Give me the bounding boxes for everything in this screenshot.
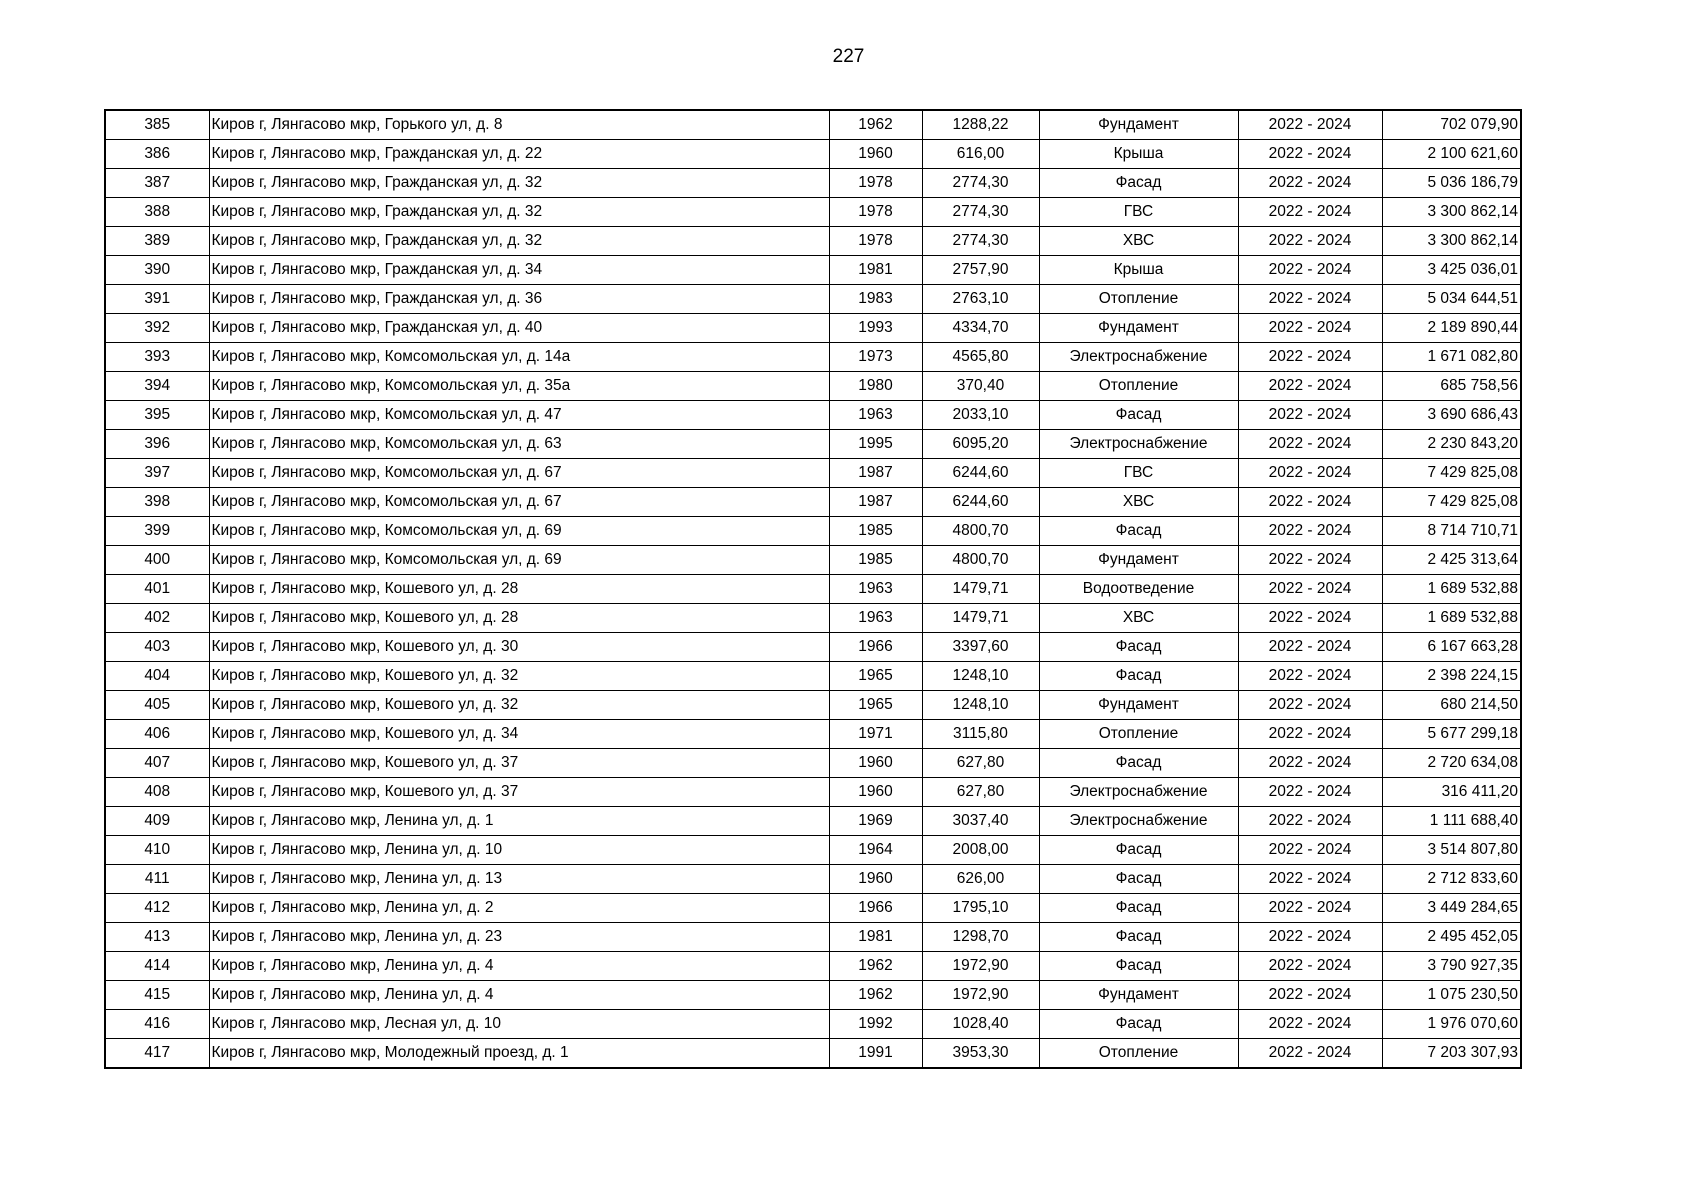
work-type-cell: Фасад: [1039, 1010, 1238, 1039]
table-row: [105, 575, 1521, 604]
row-number-cell: 393: [105, 343, 209, 372]
period-cell: 2022 - 2024: [1238, 546, 1382, 575]
address-cell: Киров г, Лянгасово мкр, Гражданская ул, д. 40: [209, 314, 829, 343]
area-cell: 3037,40: [922, 807, 1039, 836]
area-cell: 1028,40: [922, 1010, 1039, 1039]
cost-cell: 3 300 862,14: [1382, 227, 1521, 256]
table-row: [105, 314, 1521, 343]
address-cell: Киров г, Лянгасово мкр, Комсомольская ул, д. 14а: [209, 343, 829, 372]
year-built-cell: 1983: [829, 285, 922, 314]
area-cell: 2033,10: [922, 401, 1039, 430]
row-number-cell: 405: [105, 691, 209, 720]
area-cell: 627,80: [922, 778, 1039, 807]
period-cell: 2022 - 2024: [1238, 778, 1382, 807]
area-cell: 3397,60: [922, 633, 1039, 662]
period-cell: 2022 - 2024: [1238, 343, 1382, 372]
row-number-cell: 398: [105, 488, 209, 517]
address-cell: Киров г, Лянгасово мкр, Комсомольская ул, д. 69: [209, 517, 829, 546]
work-type-cell: ХВС: [1039, 488, 1238, 517]
cost-cell: 680 214,50: [1382, 691, 1521, 720]
year-built-cell: 1963: [829, 401, 922, 430]
year-built-cell: 1987: [829, 459, 922, 488]
work-type-cell: Отопление: [1039, 285, 1238, 314]
period-cell: 2022 - 2024: [1238, 517, 1382, 546]
table-row: [105, 198, 1521, 227]
address-cell: Киров г, Лянгасово мкр, Кошевого ул, д. 37: [209, 778, 829, 807]
address-cell: Киров г, Лянгасово мкр, Ленина ул, д. 13: [209, 865, 829, 894]
row-number-cell: 388: [105, 198, 209, 227]
year-built-cell: 1971: [829, 720, 922, 749]
table-row: [105, 227, 1521, 256]
table-row: [105, 662, 1521, 691]
row-number-cell: 397: [105, 459, 209, 488]
area-cell: 1479,71: [922, 604, 1039, 633]
address-cell: Киров г, Лянгасово мкр, Кошевого ул, д. 28: [209, 604, 829, 633]
year-built-cell: 1991: [829, 1039, 922, 1069]
cost-cell: 3 425 036,01: [1382, 256, 1521, 285]
work-type-cell: Фасад: [1039, 894, 1238, 923]
row-number-cell: 412: [105, 894, 209, 923]
row-number-cell: 410: [105, 836, 209, 865]
period-cell: 2022 - 2024: [1238, 923, 1382, 952]
cost-cell: 3 790 927,35: [1382, 952, 1521, 981]
period-cell: 2022 - 2024: [1238, 459, 1382, 488]
cost-cell: 685 758,56: [1382, 372, 1521, 401]
work-type-cell: Фундамент: [1039, 546, 1238, 575]
period-cell: 2022 - 2024: [1238, 110, 1382, 140]
period-cell: 2022 - 2024: [1238, 1039, 1382, 1069]
work-type-cell: Электроснабжение: [1039, 430, 1238, 459]
work-type-cell: Фасад: [1039, 169, 1238, 198]
row-number-cell: 401: [105, 575, 209, 604]
row-number-cell: 390: [105, 256, 209, 285]
table-row: [105, 981, 1521, 1010]
row-number-cell: 404: [105, 662, 209, 691]
address-cell: Киров г, Лянгасово мкр, Гражданская ул, д. 34: [209, 256, 829, 285]
address-cell: Киров г, Лянгасово мкр, Ленина ул, д. 4: [209, 981, 829, 1010]
table-row: [105, 633, 1521, 662]
row-number-cell: 416: [105, 1010, 209, 1039]
cost-cell: 3 514 807,80: [1382, 836, 1521, 865]
work-type-cell: Отопление: [1039, 1039, 1238, 1069]
cost-cell: 1 689 532,88: [1382, 604, 1521, 633]
cost-cell: 5 677 299,18: [1382, 720, 1521, 749]
area-cell: 626,00: [922, 865, 1039, 894]
area-cell: 1479,71: [922, 575, 1039, 604]
area-cell: 1288,22: [922, 110, 1039, 140]
address-cell: Киров г, Лянгасово мкр, Ленина ул, д. 23: [209, 923, 829, 952]
address-cell: Киров г, Лянгасово мкр, Кошевого ул, д. 30: [209, 633, 829, 662]
area-cell: 1972,90: [922, 981, 1039, 1010]
period-cell: 2022 - 2024: [1238, 372, 1382, 401]
work-type-cell: Электроснабжение: [1039, 778, 1238, 807]
row-number-cell: 407: [105, 749, 209, 778]
row-number-cell: 411: [105, 865, 209, 894]
period-cell: 2022 - 2024: [1238, 227, 1382, 256]
cost-cell: 2 425 313,64: [1382, 546, 1521, 575]
row-number-cell: 392: [105, 314, 209, 343]
cost-cell: 702 079,90: [1382, 110, 1521, 140]
address-cell: Киров г, Лянгасово мкр, Комсомольская ул, д. 47: [209, 401, 829, 430]
cost-cell: 316 411,20: [1382, 778, 1521, 807]
period-cell: 2022 - 2024: [1238, 691, 1382, 720]
area-cell: 6095,20: [922, 430, 1039, 459]
cost-cell: 2 100 621,60: [1382, 140, 1521, 169]
table-row: [105, 749, 1521, 778]
address-cell: Киров г, Лянгасово мкр, Гражданская ул, д. 32: [209, 227, 829, 256]
row-number-cell: 414: [105, 952, 209, 981]
work-type-cell: Фасад: [1039, 865, 1238, 894]
address-cell: Киров г, Лянгасово мкр, Гражданская ул, д. 36: [209, 285, 829, 314]
year-built-cell: 1965: [829, 691, 922, 720]
row-number-cell: 415: [105, 981, 209, 1010]
cost-cell: 7 203 307,93: [1382, 1039, 1521, 1069]
area-cell: 4800,70: [922, 517, 1039, 546]
row-number-cell: 408: [105, 778, 209, 807]
year-built-cell: 1995: [829, 430, 922, 459]
period-cell: 2022 - 2024: [1238, 256, 1382, 285]
area-cell: 4800,70: [922, 546, 1039, 575]
work-type-cell: Фундамент: [1039, 981, 1238, 1010]
row-number-cell: 387: [105, 169, 209, 198]
area-cell: 2757,90: [922, 256, 1039, 285]
cost-cell: 6 167 663,28: [1382, 633, 1521, 662]
cost-cell: 2 189 890,44: [1382, 314, 1521, 343]
row-number-cell: 391: [105, 285, 209, 314]
work-type-cell: Водоотведение: [1039, 575, 1238, 604]
table-row: [105, 807, 1521, 836]
period-cell: 2022 - 2024: [1238, 952, 1382, 981]
area-cell: 6244,60: [922, 488, 1039, 517]
address-cell: Киров г, Лянгасово мкр, Гражданская ул, д. 22: [209, 140, 829, 169]
work-type-cell: Фундамент: [1039, 110, 1238, 140]
work-type-cell: Фасад: [1039, 662, 1238, 691]
year-built-cell: 1993: [829, 314, 922, 343]
address-cell: Киров г, Лянгасово мкр, Кошевого ул, д. 34: [209, 720, 829, 749]
year-built-cell: 1962: [829, 110, 922, 140]
work-type-cell: Фасад: [1039, 517, 1238, 546]
year-built-cell: 1981: [829, 923, 922, 952]
work-type-cell: Электроснабжение: [1039, 807, 1238, 836]
area-cell: 3115,80: [922, 720, 1039, 749]
year-built-cell: 1966: [829, 894, 922, 923]
year-built-cell: 1992: [829, 1010, 922, 1039]
table-row: [105, 401, 1521, 430]
work-type-cell: Фасад: [1039, 836, 1238, 865]
table-row: [105, 836, 1521, 865]
table-row: [105, 604, 1521, 633]
year-built-cell: 1978: [829, 227, 922, 256]
row-number-cell: 399: [105, 517, 209, 546]
year-built-cell: 1966: [829, 633, 922, 662]
period-cell: 2022 - 2024: [1238, 836, 1382, 865]
cost-cell: 2 398 224,15: [1382, 662, 1521, 691]
row-number-cell: 395: [105, 401, 209, 430]
year-built-cell: 1960: [829, 140, 922, 169]
cost-cell: 8 714 710,71: [1382, 517, 1521, 546]
address-cell: Киров г, Лянгасово мкр, Кошевого ул, д. 32: [209, 662, 829, 691]
address-cell: Киров г, Лянгасово мкр, Кошевого ул, д. 37: [209, 749, 829, 778]
table-row: [105, 691, 1521, 720]
table-row: [105, 110, 1521, 140]
row-number-cell: 400: [105, 546, 209, 575]
table-row: [105, 169, 1521, 198]
period-cell: 2022 - 2024: [1238, 662, 1382, 691]
cost-cell: 2 720 634,08: [1382, 749, 1521, 778]
period-cell: 2022 - 2024: [1238, 285, 1382, 314]
address-cell: Киров г, Лянгасово мкр, Лесная ул, д. 10: [209, 1010, 829, 1039]
cost-cell: 1 689 532,88: [1382, 575, 1521, 604]
repair-registry-table: [104, 109, 1522, 1069]
address-cell: Киров г, Лянгасово мкр, Ленина ул, д. 1: [209, 807, 829, 836]
table-row: [105, 546, 1521, 575]
table-row: [105, 285, 1521, 314]
area-cell: 2774,30: [922, 227, 1039, 256]
address-cell: Киров г, Лянгасово мкр, Комсомольская ул, д. 35а: [209, 372, 829, 401]
work-type-cell: ХВС: [1039, 227, 1238, 256]
work-type-cell: ГВС: [1039, 198, 1238, 227]
table-row: [105, 488, 1521, 517]
year-built-cell: 1981: [829, 256, 922, 285]
period-cell: 2022 - 2024: [1238, 1010, 1382, 1039]
row-number-cell: 402: [105, 604, 209, 633]
year-built-cell: 1973: [829, 343, 922, 372]
address-cell: Киров г, Лянгасово мкр, Комсомольская ул, д. 67: [209, 459, 829, 488]
table-row: [105, 1039, 1521, 1069]
cost-cell: 3 690 686,43: [1382, 401, 1521, 430]
address-cell: Киров г, Лянгасово мкр, Ленина ул, д. 10: [209, 836, 829, 865]
area-cell: 3953,30: [922, 1039, 1039, 1069]
period-cell: 2022 - 2024: [1238, 169, 1382, 198]
work-type-cell: Фундамент: [1039, 314, 1238, 343]
year-built-cell: 1962: [829, 981, 922, 1010]
work-type-cell: Фасад: [1039, 749, 1238, 778]
row-number-cell: 396: [105, 430, 209, 459]
period-cell: 2022 - 2024: [1238, 865, 1382, 894]
address-cell: Киров г, Лянгасово мкр, Комсомольская ул, д. 63: [209, 430, 829, 459]
cost-cell: 3 449 284,65: [1382, 894, 1521, 923]
year-built-cell: 1965: [829, 662, 922, 691]
area-cell: 4565,80: [922, 343, 1039, 372]
year-built-cell: 1960: [829, 749, 922, 778]
area-cell: 2774,30: [922, 169, 1039, 198]
period-cell: 2022 - 2024: [1238, 575, 1382, 604]
table-row: [105, 865, 1521, 894]
year-built-cell: 1960: [829, 778, 922, 807]
address-cell: Киров г, Лянгасово мкр, Кошевого ул, д. 32: [209, 691, 829, 720]
area-cell: 1972,90: [922, 952, 1039, 981]
year-built-cell: 1963: [829, 575, 922, 604]
area-cell: 1248,10: [922, 662, 1039, 691]
period-cell: 2022 - 2024: [1238, 488, 1382, 517]
cost-cell: 5 034 644,51: [1382, 285, 1521, 314]
cost-cell: 1 976 070,60: [1382, 1010, 1521, 1039]
work-type-cell: Крыша: [1039, 140, 1238, 169]
table-row: [105, 430, 1521, 459]
row-number-cell: 417: [105, 1039, 209, 1069]
table-row: [105, 1010, 1521, 1039]
work-type-cell: Электроснабжение: [1039, 343, 1238, 372]
year-built-cell: 1962: [829, 952, 922, 981]
address-cell: Киров г, Лянгасово мкр, Ленина ул, д. 4: [209, 952, 829, 981]
address-cell: Киров г, Лянгасово мкр, Гражданская ул, д. 32: [209, 169, 829, 198]
period-cell: 2022 - 2024: [1238, 749, 1382, 778]
address-cell: Киров г, Лянгасово мкр, Ленина ул, д. 2: [209, 894, 829, 923]
cost-cell: 7 429 825,08: [1382, 459, 1521, 488]
work-type-cell: Крыша: [1039, 256, 1238, 285]
table-row: [105, 952, 1521, 981]
work-type-cell: Фундамент: [1039, 691, 1238, 720]
year-built-cell: 1980: [829, 372, 922, 401]
period-cell: 2022 - 2024: [1238, 430, 1382, 459]
row-number-cell: 394: [105, 372, 209, 401]
address-cell: Киров г, Лянгасово мкр, Горького ул, д. 8: [209, 110, 829, 140]
work-type-cell: ХВС: [1039, 604, 1238, 633]
period-cell: 2022 - 2024: [1238, 894, 1382, 923]
area-cell: 6244,60: [922, 459, 1039, 488]
work-type-cell: Фасад: [1039, 401, 1238, 430]
year-built-cell: 1960: [829, 865, 922, 894]
cost-cell: 3 300 862,14: [1382, 198, 1521, 227]
area-cell: 1248,10: [922, 691, 1039, 720]
area-cell: 616,00: [922, 140, 1039, 169]
cost-cell: 1 075 230,50: [1382, 981, 1521, 1010]
table-row: [105, 923, 1521, 952]
work-type-cell: Фасад: [1039, 633, 1238, 662]
cost-cell: 2 495 452,05: [1382, 923, 1521, 952]
work-type-cell: Фасад: [1039, 952, 1238, 981]
year-built-cell: 1964: [829, 836, 922, 865]
period-cell: 2022 - 2024: [1238, 604, 1382, 633]
table-row: [105, 517, 1521, 546]
period-cell: 2022 - 2024: [1238, 198, 1382, 227]
year-built-cell: 1978: [829, 169, 922, 198]
address-cell: Киров г, Лянгасово мкр, Комсомольская ул, д. 69: [209, 546, 829, 575]
table-row: [105, 372, 1521, 401]
period-cell: 2022 - 2024: [1238, 314, 1382, 343]
year-built-cell: 1985: [829, 517, 922, 546]
area-cell: 627,80: [922, 749, 1039, 778]
area-cell: 2763,10: [922, 285, 1039, 314]
period-cell: 2022 - 2024: [1238, 633, 1382, 662]
period-cell: 2022 - 2024: [1238, 401, 1382, 430]
period-cell: 2022 - 2024: [1238, 140, 1382, 169]
area-cell: 370,40: [922, 372, 1039, 401]
address-cell: Киров г, Лянгасово мкр, Гражданская ул, д. 32: [209, 198, 829, 227]
row-number-cell: 406: [105, 720, 209, 749]
page-number: 227: [832, 46, 865, 67]
period-cell: 2022 - 2024: [1238, 720, 1382, 749]
table-row: [105, 140, 1521, 169]
row-number-cell: 413: [105, 923, 209, 952]
cost-cell: 5 036 186,79: [1382, 169, 1521, 198]
work-type-cell: Отопление: [1039, 720, 1238, 749]
row-number-cell: 386: [105, 140, 209, 169]
area-cell: 1298,70: [922, 923, 1039, 952]
period-cell: 2022 - 2024: [1238, 807, 1382, 836]
work-type-cell: Отопление: [1039, 372, 1238, 401]
year-built-cell: 1963: [829, 604, 922, 633]
area-cell: 4334,70: [922, 314, 1039, 343]
year-built-cell: 1985: [829, 546, 922, 575]
year-built-cell: 1978: [829, 198, 922, 227]
work-type-cell: ГВС: [1039, 459, 1238, 488]
area-cell: 2008,00: [922, 836, 1039, 865]
table-row: [105, 256, 1521, 285]
table-row: [105, 894, 1521, 923]
cost-cell: 2 230 843,20: [1382, 430, 1521, 459]
cost-cell: 1 111 688,40: [1382, 807, 1521, 836]
row-number-cell: 389: [105, 227, 209, 256]
address-cell: Киров г, Лянгасово мкр, Комсомольская ул, д. 67: [209, 488, 829, 517]
table-body: [105, 110, 1521, 1068]
table-row: [105, 343, 1521, 372]
row-number-cell: 385: [105, 110, 209, 140]
address-cell: Киров г, Лянгасово мкр, Молодежный проезд, д. 1: [209, 1039, 829, 1069]
area-cell: 2774,30: [922, 198, 1039, 227]
period-cell: 2022 - 2024: [1238, 981, 1382, 1010]
table-row: [105, 459, 1521, 488]
area-cell: 1795,10: [922, 894, 1039, 923]
cost-cell: 2 712 833,60: [1382, 865, 1521, 894]
cost-cell: 7 429 825,08: [1382, 488, 1521, 517]
row-number-cell: 403: [105, 633, 209, 662]
address-cell: Киров г, Лянгасово мкр, Кошевого ул, д. 28: [209, 575, 829, 604]
row-number-cell: 409: [105, 807, 209, 836]
table-row: [105, 720, 1521, 749]
year-built-cell: 1987: [829, 488, 922, 517]
work-type-cell: Фасад: [1039, 923, 1238, 952]
year-built-cell: 1969: [829, 807, 922, 836]
table-row: [105, 778, 1521, 807]
cost-cell: 1 671 082,80: [1382, 343, 1521, 372]
